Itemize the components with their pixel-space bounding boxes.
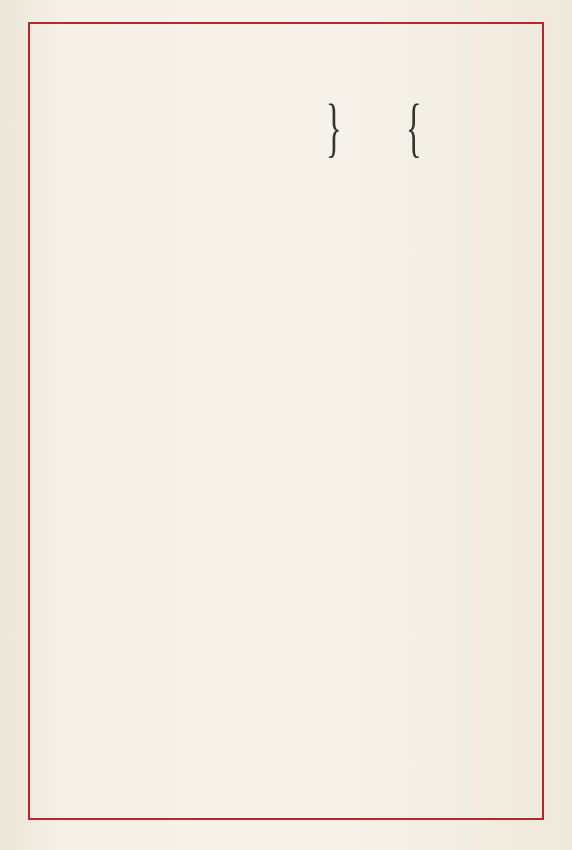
- left-brace: }: [325, 91, 342, 164]
- right-brace: {: [405, 91, 422, 164]
- red-border-frame: [28, 22, 544, 820]
- historical-note: [0, 778, 572, 791]
